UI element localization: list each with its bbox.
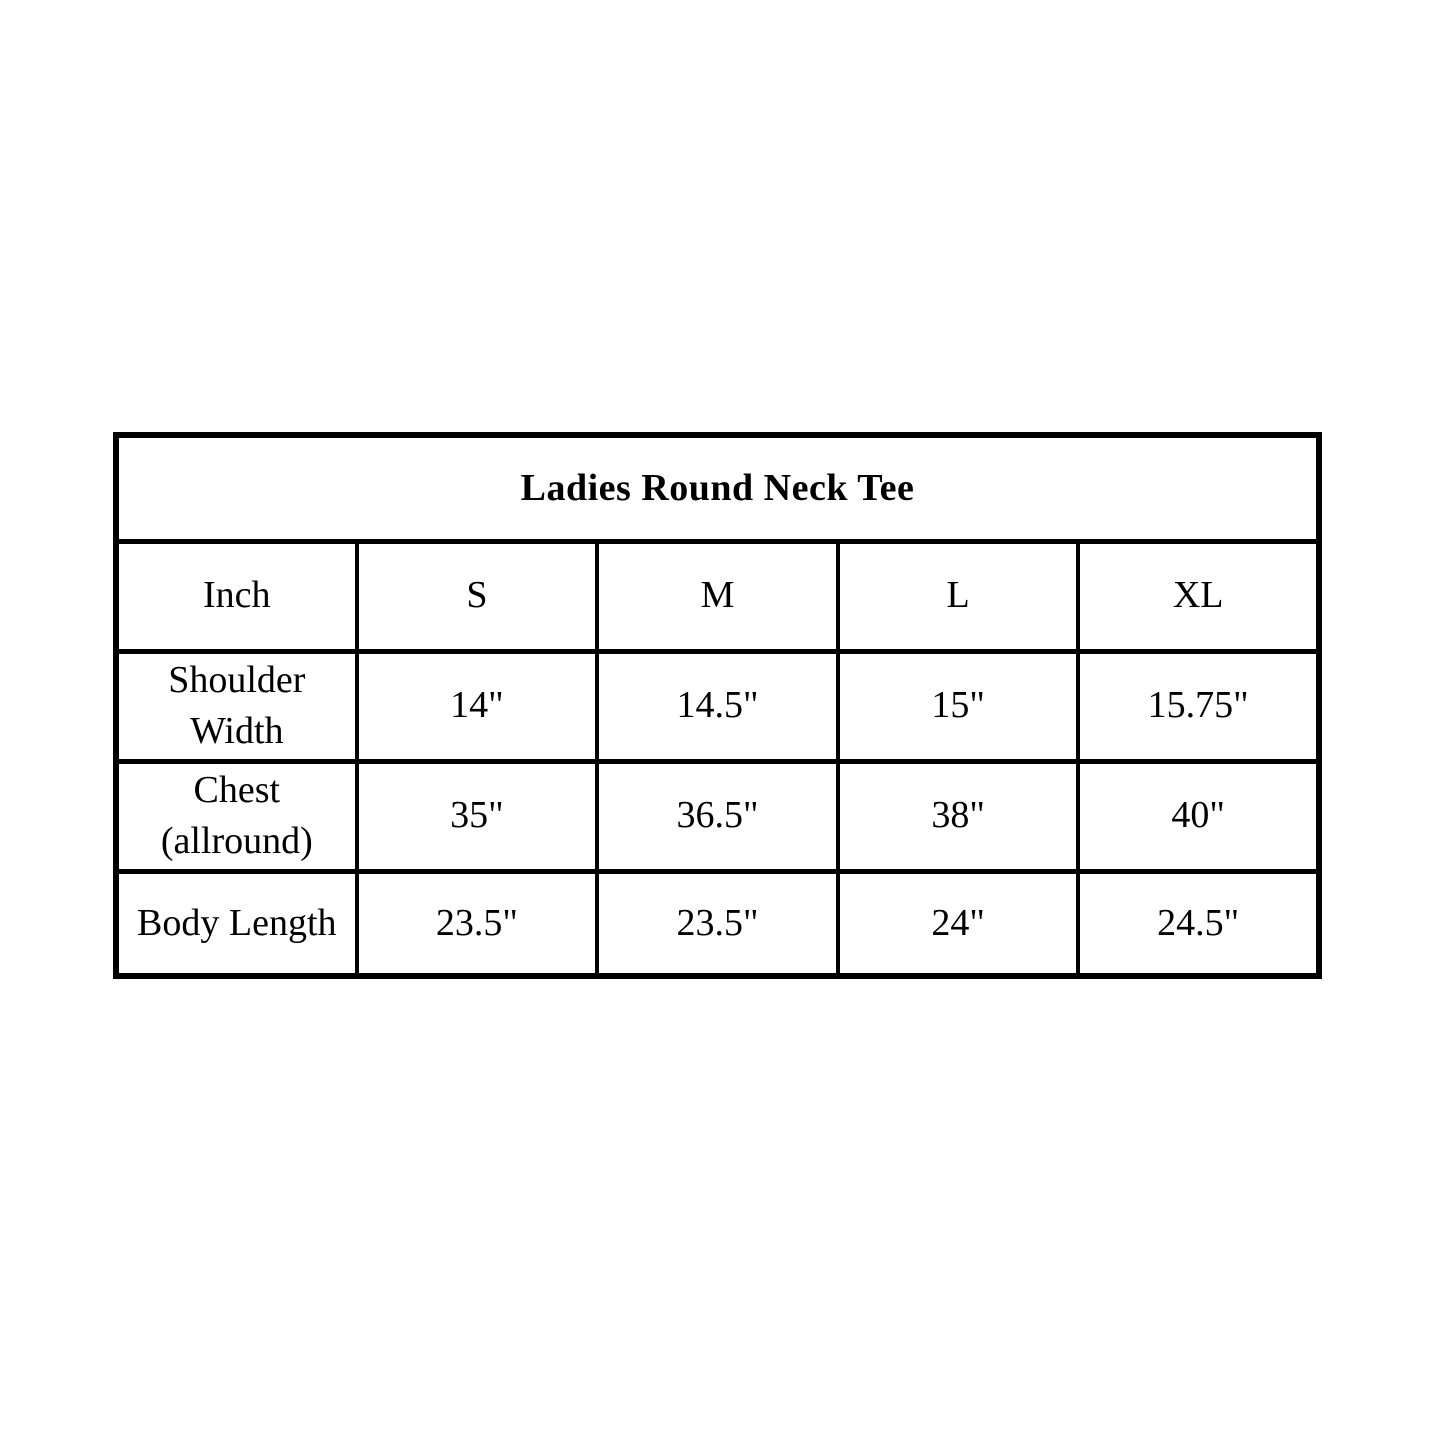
cell-shoulder-width-m: 14.5" xyxy=(597,651,838,761)
table-row-chest xyxy=(116,761,1319,871)
size-chart-table xyxy=(113,432,1322,979)
table-row-body-length xyxy=(116,871,1319,976)
header-size-xl-cell: XL xyxy=(1078,541,1319,651)
header-row xyxy=(116,541,1319,651)
header-unit-cell: Inch xyxy=(116,541,357,651)
cell-body-length-xl: 24.5" xyxy=(1078,871,1319,976)
header-size-l-cell: L xyxy=(838,541,1079,651)
cell-chest-s: 35" xyxy=(357,761,598,871)
cell-body-length-l: 24" xyxy=(838,871,1079,976)
row-label-chest: Chest (allround) xyxy=(116,761,357,871)
cell-chest-l: 38" xyxy=(838,761,1079,871)
table-title: Ladies Round Neck Tee xyxy=(116,435,1319,541)
cell-body-length-s: 23.5" xyxy=(357,871,598,976)
cell-body-length-m: 23.5" xyxy=(597,871,838,976)
table-row-shoulder-width xyxy=(116,651,1319,761)
cell-shoulder-width-s: 14" xyxy=(357,651,598,761)
cell-chest-xl: 40" xyxy=(1078,761,1319,871)
header-size-s-cell: S xyxy=(357,541,598,651)
cell-shoulder-width-l: 15" xyxy=(838,651,1079,761)
header-size-m-cell: M xyxy=(597,541,838,651)
row-label-body-length: Body Length xyxy=(116,871,357,976)
size-chart xyxy=(113,432,1322,973)
title-row xyxy=(116,435,1319,541)
cell-chest-m: 36.5" xyxy=(597,761,838,871)
cell-shoulder-width-xl: 15.75" xyxy=(1078,651,1319,761)
row-label-shoulder-width: Shoulder Width xyxy=(116,651,357,761)
